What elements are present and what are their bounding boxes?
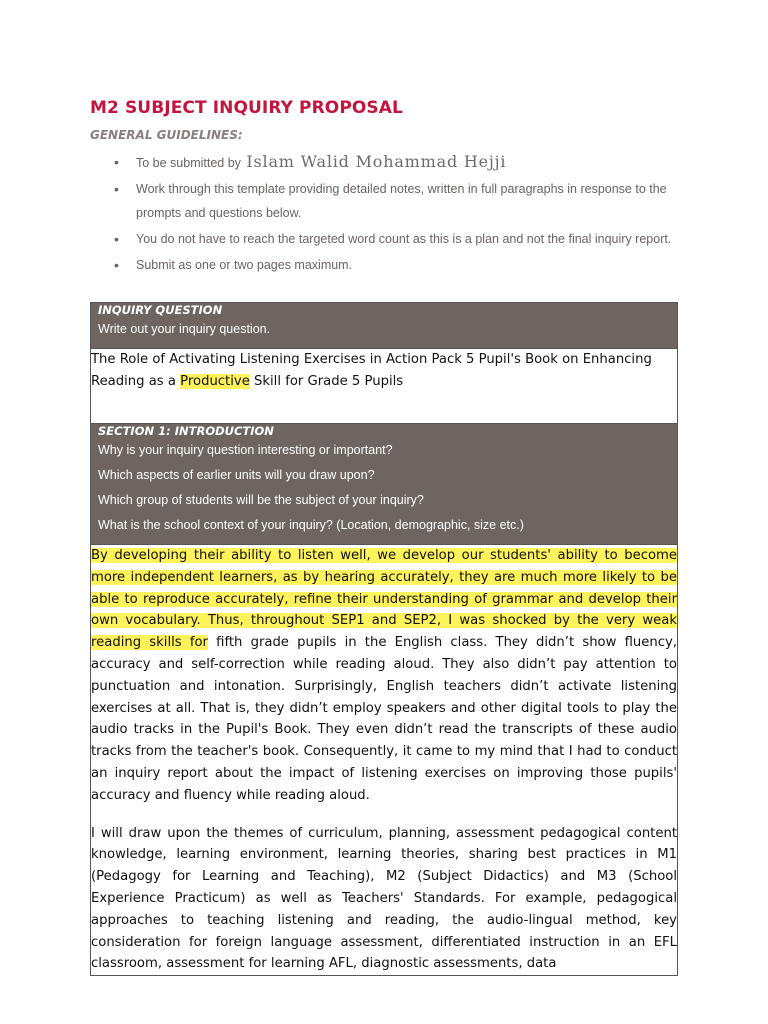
document-title: M2 SUBJECT INQUIRY PROPOSAL xyxy=(90,98,403,118)
section1-paragraph-2: I will draw upon the themes of curriculum, planning, assessment pedagogical content knowledge, learning environment, learning theories, sharing best practices in M1 (Pedagogy for Learning and Teaching), M2 (Subject Didactics) and M3 (School Experience Practicum) as well as Teachers' Standards. For example, pedagogical approaches to teaching listening and reading, the audio-lingual method, key consideration for foreign language assessment, differentiated instruction in an EFL classroom, assessment for learning AFL, diagnostic assessments, data xyxy=(91,825,677,972)
inquiry-answer-part2: Skill for Grade 5 Pupils xyxy=(254,373,404,389)
inquiry-answer-part1: The Role of Activating Listening Exercises in Action Pack 5 Pupil's Book on Enhancing Reading as a xyxy=(91,352,652,389)
guideline-item-submitted-by xyxy=(112,150,682,175)
section1-answer xyxy=(91,545,677,975)
section1-prompt-school-context: What is the school context of your inquiry? (Location, demographic, size etc.) xyxy=(98,518,524,532)
section1-paragraph-1 xyxy=(91,545,677,807)
guideline-item-template: • Work through this template providing detailed notes, written in full paragraphs in response to the prompts and questions below. xyxy=(112,177,682,225)
inquiry-question-prompt: Write out your inquiry question. xyxy=(98,322,271,336)
section1-heading: SECTION 1: INTRODUCTION xyxy=(98,424,274,438)
guideline-item-page-limit: • Submit as one or two pages maximum. xyxy=(112,253,682,277)
guideline-prefix: To be submitted by xyxy=(136,156,241,170)
section1-prompt-why: Why is your inquiry question interesting or important? xyxy=(98,443,393,457)
highlight-productive: Productive xyxy=(180,373,250,389)
inquiry-question-heading: INQUIRY QUESTION xyxy=(98,303,223,317)
author-name: Islam Walid Mohammad Hejji xyxy=(246,152,507,171)
section1-prompt-student-group: Which group of students will be the subject of your inquiry? xyxy=(98,493,424,507)
inquiry-question-header xyxy=(91,303,677,349)
guideline-item-word-count: • You do not have to reach the targeted word count as this is a plan and not the final inquiry report. xyxy=(112,227,682,251)
proposal-table xyxy=(90,302,678,976)
section1-prompt-earlier-units: Which aspects of earlier units will you draw upon? xyxy=(98,468,375,482)
inquiry-question-text xyxy=(91,349,677,393)
section1-paragraph-1-rest: fifth grade pupils in the English class. They didn’t show fluency, accuracy and self-correction while reading aloud. They also didn’t pay attention to punctuation and intonation. Surprisingly, English teachers didn’t activate listening exercises at all. That is, they didn’t employ speakers and other digital tools to play the audio tracks in the Pupil's Book. They even didn’t read the transcripts of these audio tracks from the teacher's book. Consequently, it came to my mind that I had to conduct an inquiry report about the impact of listening exercises on improving those pupils' accuracy and fluency while reading aloud. xyxy=(91,635,677,803)
section1-header xyxy=(91,424,677,545)
general-guidelines-heading: GENERAL GUIDELINES: xyxy=(90,128,243,142)
inquiry-question-answer xyxy=(91,349,677,424)
guidelines-list xyxy=(112,150,682,279)
highlight-listening-passage: By developing their ability to listen well, we develop our students' ability to become more independent learners, as by hearing accurately, they are much more likely to be able to reproduce accurately, refine their understanding of grammar and develop their own vocabulary. Thus, throughout SEP1 and SEP2, I was shocked by the very weak reading skills for xyxy=(91,548,677,651)
